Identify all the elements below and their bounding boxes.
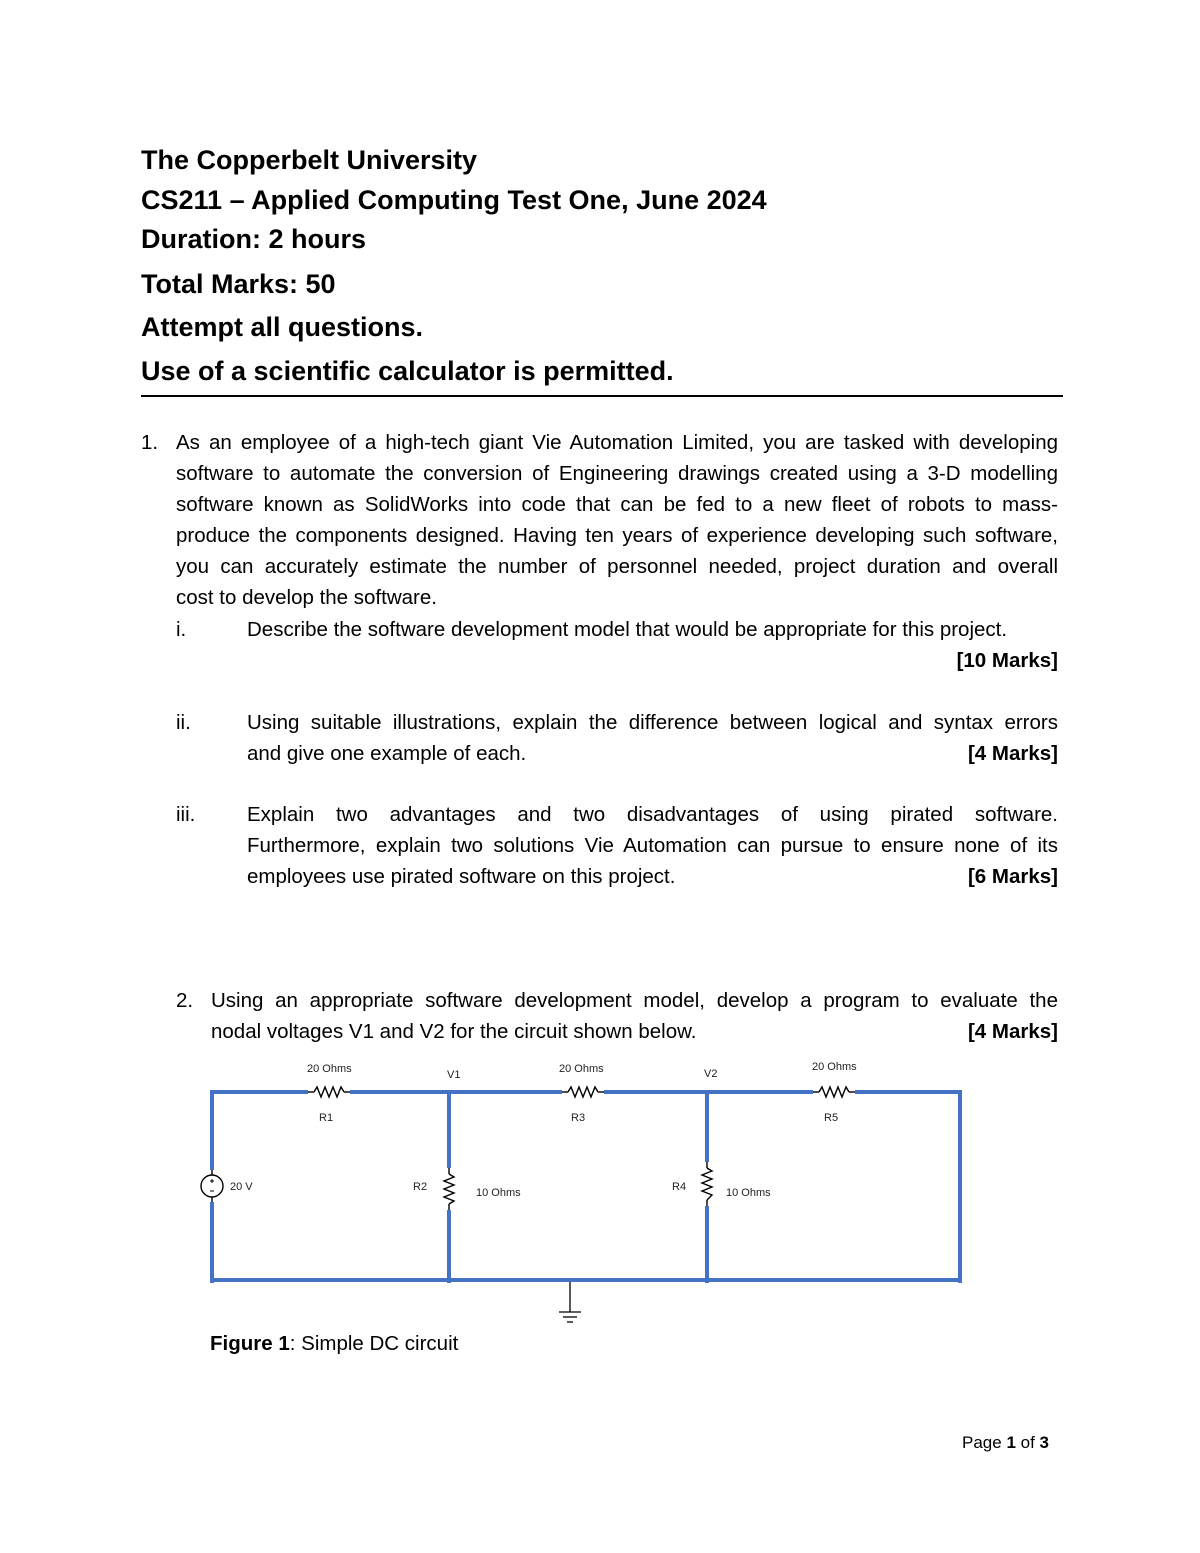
q1-ii-text [247, 707, 1058, 769]
q1-i-text: Describe the software development model that would be appropriate for this project. [247, 618, 1008, 641]
page-footer [962, 1431, 1049, 1455]
q1-iii-line: Explain two advantages and two disadvantages of using pirated software. [247, 803, 1058, 826]
q1-line: cost to develop the software. [176, 586, 437, 609]
q1-ii-line: and give one example of each. [247, 742, 527, 765]
of-word: of [1015, 1433, 1040, 1452]
r3-name-label: R3 [571, 1112, 586, 1124]
q1-line: you can accurately estimate the number of personnel needed, project duration and overall [176, 555, 1058, 578]
figure-caption-text: : Simple DC circuit [289, 1332, 459, 1355]
r4-value-label: 10 Ohms [726, 1187, 771, 1199]
q1-line: software to automate the conversion of Engineering drawings created using a 3-D modelling [176, 462, 1058, 485]
q1-iii-number: iii. [176, 803, 196, 826]
university-name: The Copperbelt University [141, 145, 478, 175]
figure-caption-label: Figure 1 [210, 1332, 290, 1355]
q2-number: 2. [176, 989, 194, 1012]
resistor-r2 [444, 1168, 454, 1210]
resistor-r4 [702, 1162, 712, 1206]
q2-marks: [4 Marks] [967, 1020, 1058, 1043]
duration: Duration: 2 hours [141, 224, 367, 254]
page-total: 3 [1039, 1433, 1049, 1452]
q1-i-number: i. [176, 618, 187, 641]
v1-label: V1 [447, 1069, 461, 1081]
r1-value-label: 20 Ohms [307, 1063, 352, 1075]
instruction-attempt: Attempt all questions. [141, 312, 424, 342]
q1-i-marks: [10 Marks] [956, 649, 1058, 672]
q1-line: produce the components designed. Having ten years of experience developing such software, [176, 524, 1058, 547]
q1-iii-text [247, 799, 1058, 892]
resistor-r1 [308, 1087, 350, 1097]
resistor-r3 [562, 1087, 604, 1097]
q1-text [176, 427, 1058, 613]
q1-ii-number: ii. [176, 711, 191, 734]
header-rule [141, 395, 1063, 397]
q1-line: As an employee of a high-tech giant Vie Automation Limited, you are tasked with developing [176, 431, 1058, 454]
instruction-calculator: Use of a scientific calculator is permitted. [141, 356, 674, 386]
q1-number: 1. [141, 431, 159, 454]
page-word: Page [962, 1433, 1007, 1452]
r2-value-label: 10 Ohms [476, 1187, 521, 1199]
q1-ii-line: Using suitable illustrations, explain the difference between logical and syntax errors [247, 711, 1058, 734]
source-label: 20 V [230, 1181, 253, 1193]
r3-value-label: 20 Ohms [559, 1063, 604, 1075]
r1-name-label: R1 [319, 1112, 334, 1124]
q1-line: software known as SolidWorks into code that can be fed to a new fleet of robots to mass- [176, 493, 1058, 516]
circuit-diagram [190, 1050, 990, 1340]
r2-name-label: R2 [413, 1181, 428, 1193]
total-marks: Total Marks: 50 [141, 269, 336, 299]
q1-iii-line: Furthermore, explain two solutions Vie Automation can pursue to ensure none of its [247, 834, 1058, 857]
q2-line: Using an appropriate software development model, develop a program to evaluate the [211, 989, 1058, 1012]
voltage-source-icon [201, 1170, 223, 1202]
q2-line: nodal voltages V1 and V2 for the circuit shown below. [211, 1020, 697, 1043]
figure-caption [210, 1328, 458, 1359]
course-title: CS211 – Applied Computing Test One, June 2024 [141, 185, 767, 215]
page-number: 1 [1006, 1433, 1016, 1452]
q1-ii-marks: [4 Marks] [967, 742, 1058, 765]
q1-iii-line: employees use pirated software on this project. [247, 865, 676, 888]
q1-iii-marks: [6 Marks] [967, 865, 1058, 888]
q2-text [211, 985, 1058, 1047]
v2-label: V2 [704, 1068, 718, 1080]
r5-name-label: R5 [824, 1112, 839, 1124]
r5-value-label: 20 Ohms [812, 1061, 857, 1073]
resistor-r5 [813, 1087, 855, 1097]
r4-name-label: R4 [672, 1181, 687, 1193]
